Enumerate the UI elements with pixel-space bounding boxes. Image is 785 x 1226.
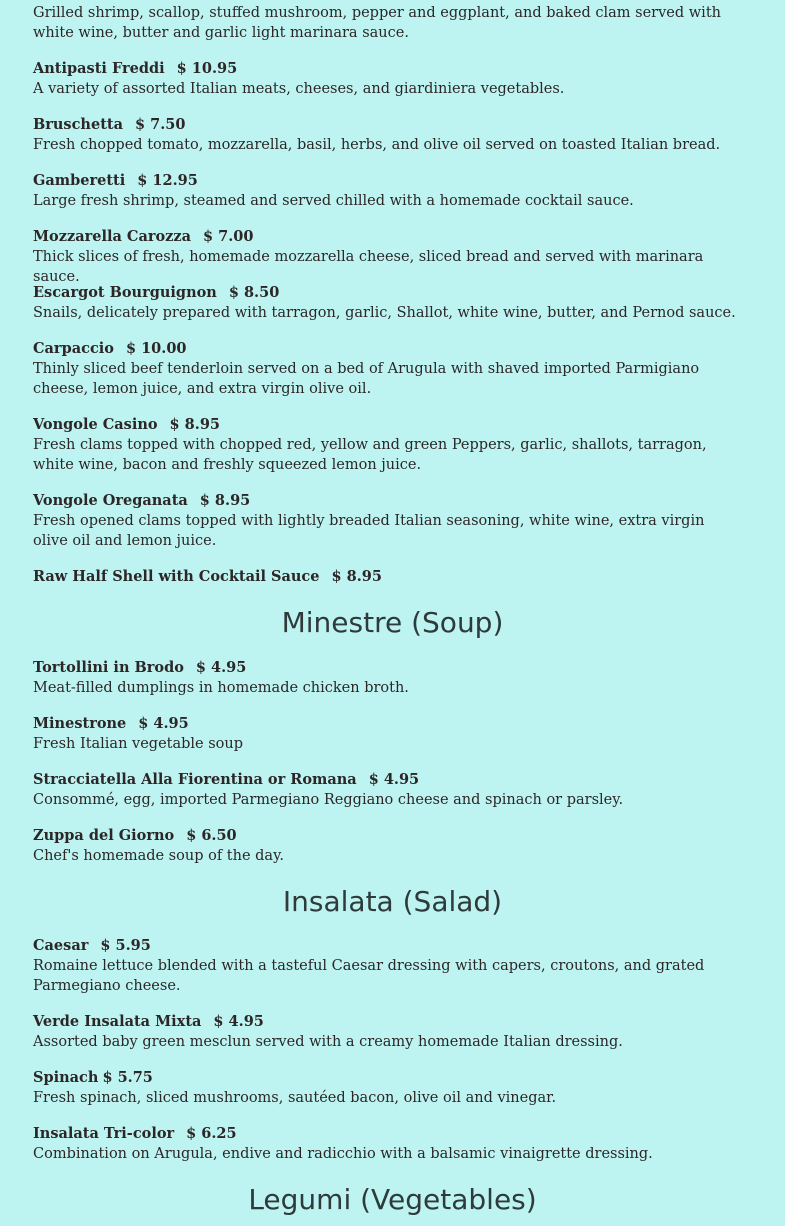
item-description: Large fresh shrimp, steamed and served chilled with a homemade cocktail sauce. bbox=[33, 193, 634, 209]
item-description: Meat-filled dumplings in homemade chicken broth. bbox=[33, 680, 409, 696]
item-price: $ 8.50 bbox=[228, 284, 280, 301]
item-title bbox=[33, 658, 743, 678]
menu-item bbox=[33, 714, 743, 754]
item-title bbox=[33, 283, 743, 303]
item-description: Fresh opened clams topped with lightly breaded Italian seasoning, white wine, extra virgin olive oil and lemon juice. bbox=[33, 513, 705, 549]
item-description: Thick slices of fresh, homemade mozzarella cheese, sliced bread and served with marinara sauce. bbox=[33, 249, 704, 285]
item-price: $ 5.75 bbox=[102, 1069, 153, 1086]
item-price: $ 10.95 bbox=[176, 60, 238, 77]
menu-item bbox=[33, 171, 743, 211]
item-title bbox=[33, 59, 743, 79]
item-title bbox=[33, 714, 743, 734]
menu-item bbox=[33, 227, 743, 287]
item-price: $ 7.50 bbox=[135, 116, 186, 133]
item-price: $ 7.00 bbox=[203, 228, 254, 245]
item-name: Vongole Oreganata bbox=[33, 492, 188, 509]
item-description: Snails, delicately prepared with tarragon, garlic, Shallot, white wine, butter, and Pernod sauce. bbox=[33, 305, 736, 321]
item-name: Antipasti Freddi bbox=[33, 60, 165, 77]
item-description: Grilled shrimp, scallop, stuffed mushroom, pepper and eggplant, and baked clam served with white wine, butter and garlic light marinara sauce. bbox=[33, 5, 721, 41]
item-price: $ 4.95 bbox=[195, 659, 247, 676]
item-description: Romaine lettuce blended with a tasteful Caesar dressing with capers, croutons, and grated Parmegiano cheese. bbox=[33, 958, 705, 994]
item-title bbox=[33, 415, 743, 435]
item-title bbox=[33, 227, 743, 247]
item-title bbox=[33, 339, 743, 359]
item-name: Zuppa del Giorno bbox=[33, 827, 175, 844]
item-name: Mozzarella Carozza bbox=[33, 228, 192, 245]
menu-item bbox=[33, 826, 743, 866]
item-title bbox=[33, 491, 743, 511]
item-name: Tortollini in Brodo bbox=[33, 659, 184, 676]
item-title bbox=[33, 115, 743, 135]
item-name: Minestrone bbox=[33, 715, 127, 732]
item-price: $ 4.95 bbox=[213, 1013, 264, 1030]
item-price: $ 12.95 bbox=[137, 172, 198, 189]
menu-item-continued bbox=[33, 3, 743, 43]
item-description: Fresh chopped tomato, mozzarella, basil, herbs, and olive oil served on toasted Italian bread. bbox=[33, 137, 721, 153]
item-description: Fresh Italian vegetable soup bbox=[33, 736, 244, 752]
item-price: $ 8.95 bbox=[169, 416, 220, 433]
menu-item bbox=[33, 658, 743, 698]
menu-item bbox=[33, 1068, 743, 1108]
section-title-soup: Minestre (Soup) bbox=[281, 606, 504, 639]
item-title bbox=[33, 826, 743, 846]
section-title-salad: Insalata (Salad) bbox=[282, 885, 503, 918]
item-price: $ 8.95 bbox=[199, 492, 251, 509]
menu-item bbox=[33, 283, 743, 323]
item-title bbox=[33, 936, 743, 956]
item-title bbox=[33, 1124, 743, 1144]
menu-item bbox=[33, 1124, 743, 1164]
section-title-vegetables: Legumi (Vegetables) bbox=[248, 1183, 537, 1216]
item-description: Assorted baby green mesclun served with a creamy homemade Italian dressing. bbox=[33, 1034, 623, 1050]
item-description: Combination on Arugula, endive and radicchio with a balsamic vinaigrette dressing. bbox=[33, 1146, 653, 1162]
item-name: Escargot Bourguignon bbox=[33, 284, 217, 301]
item-description: A variety of assorted Italian meats, cheeses, and giardiniera vegetables. bbox=[33, 81, 565, 97]
menu-item bbox=[33, 770, 743, 810]
item-description: Consommé, egg, imported Parmegiano Reggiano cheese and spinach or parsley. bbox=[33, 792, 624, 808]
item-name: Gamberetti bbox=[33, 172, 126, 189]
item-description: Thinly sliced beef tenderloin served on a bed of Arugula with shaved imported Parmigiano cheese, lemon juice, and extra virgin olive oil. bbox=[33, 361, 700, 397]
item-name: Bruschetta bbox=[33, 116, 123, 133]
menu-item bbox=[33, 936, 743, 996]
item-title bbox=[33, 171, 743, 191]
item-title bbox=[33, 770, 743, 790]
item-description: Fresh spinach, sliced mushrooms, sautéed bacon, olive oil and vinegar. bbox=[33, 1090, 557, 1106]
item-price: $ 4.95 bbox=[138, 715, 189, 732]
item-title bbox=[33, 567, 743, 587]
menu-item bbox=[33, 415, 743, 475]
item-price: $ 8.95 bbox=[331, 568, 382, 585]
item-description: Chef's homemade soup of the day. bbox=[33, 848, 284, 864]
menu-item bbox=[33, 1012, 743, 1052]
item-name: Caesar bbox=[33, 937, 89, 954]
menu-item bbox=[33, 59, 743, 99]
item-name: Carpaccio bbox=[33, 340, 114, 357]
menu-item bbox=[33, 491, 743, 551]
item-title bbox=[33, 1012, 743, 1032]
item-name: Insalata Tri-color bbox=[33, 1125, 175, 1142]
item-price: $ 10.00 bbox=[125, 340, 187, 357]
item-name: Raw Half Shell with Cocktail Sauce bbox=[33, 568, 320, 585]
item-name: Spinach bbox=[33, 1069, 99, 1086]
item-price: $ 4.95 bbox=[368, 771, 420, 788]
item-title bbox=[33, 1068, 743, 1088]
item-description: Fresh clams topped with chopped red, yellow and green Peppers, garlic, shallots, tarragon, white wine, bacon and freshly squeezed lemon juice. bbox=[33, 437, 707, 473]
item-price: $ 5.95 bbox=[100, 937, 151, 954]
item-name: Vongole Casino bbox=[33, 416, 158, 433]
item-name: Verde Insalata Mixta bbox=[33, 1013, 202, 1030]
menu-item bbox=[33, 567, 743, 587]
item-name: Stracciatella Alla Fiorentina or Romana bbox=[33, 771, 357, 788]
item-price: $ 6.25 bbox=[186, 1125, 237, 1142]
menu-item bbox=[33, 115, 743, 155]
item-price: $ 6.50 bbox=[186, 827, 237, 844]
menu-item bbox=[33, 339, 743, 399]
